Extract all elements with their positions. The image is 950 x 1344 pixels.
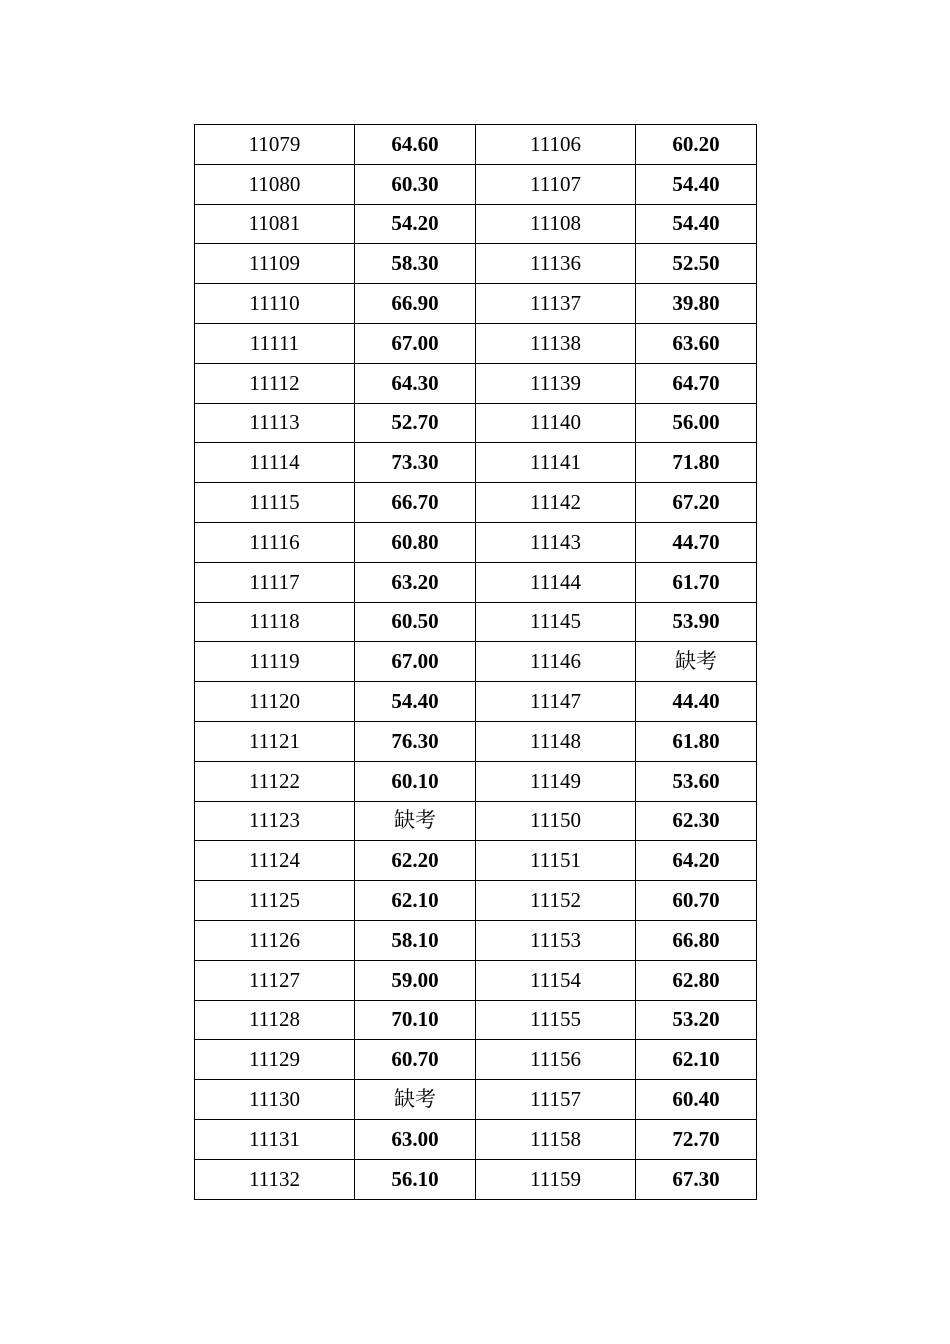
table-row: [195, 881, 757, 921]
exam-id-cell: 11154: [476, 960, 636, 1000]
score-cell: 67.00: [355, 642, 476, 682]
score-cell: 缺考: [355, 1080, 476, 1120]
score-cell: 61.70: [636, 562, 757, 602]
score-cell: 70.10: [355, 1000, 476, 1040]
score-cell: 54.40: [636, 164, 757, 204]
score-cell: 58.30: [355, 244, 476, 284]
score-cell: 66.70: [355, 483, 476, 523]
table-row: [195, 841, 757, 881]
exam-id-cell: 11137: [476, 284, 636, 324]
score-cell: 67.30: [636, 1159, 757, 1199]
table-row: [195, 483, 757, 523]
exam-id-cell: 11080: [195, 164, 355, 204]
table-row: [195, 1119, 757, 1159]
score-cell: 64.20: [636, 841, 757, 881]
table-row: [195, 363, 757, 403]
exam-id-cell: 11129: [195, 1040, 355, 1080]
score-cell: 66.80: [636, 920, 757, 960]
exam-id-cell: 11113: [195, 403, 355, 443]
score-cell: 62.30: [636, 801, 757, 841]
table-row: [195, 323, 757, 363]
score-cell: 62.10: [355, 881, 476, 921]
exam-id-cell: 11156: [476, 1040, 636, 1080]
exam-id-cell: 11149: [476, 761, 636, 801]
exam-id-cell: 11151: [476, 841, 636, 881]
exam-id-cell: 11107: [476, 164, 636, 204]
score-table-body: [195, 125, 757, 1200]
exam-id-cell: 11112: [195, 363, 355, 403]
exam-id-cell: 11110: [195, 284, 355, 324]
score-cell: 54.40: [355, 682, 476, 722]
table-row: [195, 1000, 757, 1040]
exam-id-cell: 11130: [195, 1080, 355, 1120]
exam-id-cell: 11150: [476, 801, 636, 841]
table-row: [195, 602, 757, 642]
table-row: [195, 562, 757, 602]
exam-id-cell: 11121: [195, 721, 355, 761]
score-cell: 76.30: [355, 721, 476, 761]
exam-id-cell: 11132: [195, 1159, 355, 1199]
table-row: [195, 642, 757, 682]
exam-id-cell: 11109: [195, 244, 355, 284]
table-row: [195, 244, 757, 284]
score-cell: 61.80: [636, 721, 757, 761]
score-cell: 缺考: [355, 801, 476, 841]
score-cell: 64.70: [636, 363, 757, 403]
score-table: [194, 124, 757, 1200]
exam-id-cell: 11126: [195, 920, 355, 960]
score-cell: 60.20: [636, 125, 757, 165]
score-cell: 44.70: [636, 522, 757, 562]
exam-id-cell: 11106: [476, 125, 636, 165]
exam-id-cell: 11118: [195, 602, 355, 642]
table-row: [195, 284, 757, 324]
score-cell: 63.60: [636, 323, 757, 363]
table-row: [195, 443, 757, 483]
exam-id-cell: 11147: [476, 682, 636, 722]
score-cell: 52.50: [636, 244, 757, 284]
exam-id-cell: 11153: [476, 920, 636, 960]
table-row: [195, 682, 757, 722]
exam-id-cell: 11120: [195, 682, 355, 722]
exam-id-cell: 11152: [476, 881, 636, 921]
exam-id-cell: 11117: [195, 562, 355, 602]
table-row: [195, 721, 757, 761]
exam-id-cell: 11124: [195, 841, 355, 881]
score-cell: 72.70: [636, 1119, 757, 1159]
score-cell: 67.00: [355, 323, 476, 363]
score-cell: 54.40: [636, 204, 757, 244]
table-row: [195, 761, 757, 801]
score-cell: 60.40: [636, 1080, 757, 1120]
table-row: [195, 164, 757, 204]
score-cell: 52.70: [355, 403, 476, 443]
score-cell: 67.20: [636, 483, 757, 523]
table-row: [195, 1040, 757, 1080]
exam-id-cell: 11081: [195, 204, 355, 244]
score-cell: 60.50: [355, 602, 476, 642]
exam-id-cell: 11146: [476, 642, 636, 682]
exam-id-cell: 11131: [195, 1119, 355, 1159]
score-cell: 64.60: [355, 125, 476, 165]
score-cell: 71.80: [636, 443, 757, 483]
exam-id-cell: 11111: [195, 323, 355, 363]
exam-id-cell: 11144: [476, 562, 636, 602]
score-cell: 62.10: [636, 1040, 757, 1080]
table-row: [195, 1159, 757, 1199]
exam-id-cell: 11143: [476, 522, 636, 562]
exam-id-cell: 11142: [476, 483, 636, 523]
score-cell: 62.20: [355, 841, 476, 881]
exam-id-cell: 11128: [195, 1000, 355, 1040]
score-cell: 60.10: [355, 761, 476, 801]
score-cell: 56.00: [636, 403, 757, 443]
score-cell: 缺考: [636, 642, 757, 682]
score-cell: 66.90: [355, 284, 476, 324]
exam-id-cell: 11115: [195, 483, 355, 523]
table-row: [195, 204, 757, 244]
score-cell: 60.80: [355, 522, 476, 562]
exam-id-cell: 11145: [476, 602, 636, 642]
score-cell: 39.80: [636, 284, 757, 324]
score-cell: 63.20: [355, 562, 476, 602]
table-row: [195, 125, 757, 165]
exam-id-cell: 11079: [195, 125, 355, 165]
exam-id-cell: 11119: [195, 642, 355, 682]
score-cell: 64.30: [355, 363, 476, 403]
exam-id-cell: 11136: [476, 244, 636, 284]
score-cell: 54.20: [355, 204, 476, 244]
exam-id-cell: 11140: [476, 403, 636, 443]
score-cell: 73.30: [355, 443, 476, 483]
table-row: [195, 1080, 757, 1120]
table-row: [195, 403, 757, 443]
exam-id-cell: 11141: [476, 443, 636, 483]
score-cell: 63.00: [355, 1119, 476, 1159]
score-cell: 59.00: [355, 960, 476, 1000]
exam-id-cell: 11122: [195, 761, 355, 801]
score-cell: 60.70: [355, 1040, 476, 1080]
score-cell: 56.10: [355, 1159, 476, 1199]
exam-id-cell: 11114: [195, 443, 355, 483]
exam-id-cell: 11108: [476, 204, 636, 244]
score-cell: 58.10: [355, 920, 476, 960]
table-row: [195, 920, 757, 960]
exam-id-cell: 11125: [195, 881, 355, 921]
exam-id-cell: 11159: [476, 1159, 636, 1199]
exam-id-cell: 11138: [476, 323, 636, 363]
exam-id-cell: 11158: [476, 1119, 636, 1159]
exam-id-cell: 11127: [195, 960, 355, 1000]
score-cell: 53.20: [636, 1000, 757, 1040]
table-row: [195, 522, 757, 562]
exam-id-cell: 11148: [476, 721, 636, 761]
score-cell: 62.80: [636, 960, 757, 1000]
score-cell: 44.40: [636, 682, 757, 722]
exam-id-cell: 11116: [195, 522, 355, 562]
table-row: [195, 801, 757, 841]
exam-id-cell: 11123: [195, 801, 355, 841]
exam-id-cell: 11139: [476, 363, 636, 403]
score-cell: 53.60: [636, 761, 757, 801]
exam-id-cell: 11157: [476, 1080, 636, 1120]
score-cell: 53.90: [636, 602, 757, 642]
score-cell: 60.70: [636, 881, 757, 921]
table-row: [195, 960, 757, 1000]
exam-id-cell: 11155: [476, 1000, 636, 1040]
score-cell: 60.30: [355, 164, 476, 204]
